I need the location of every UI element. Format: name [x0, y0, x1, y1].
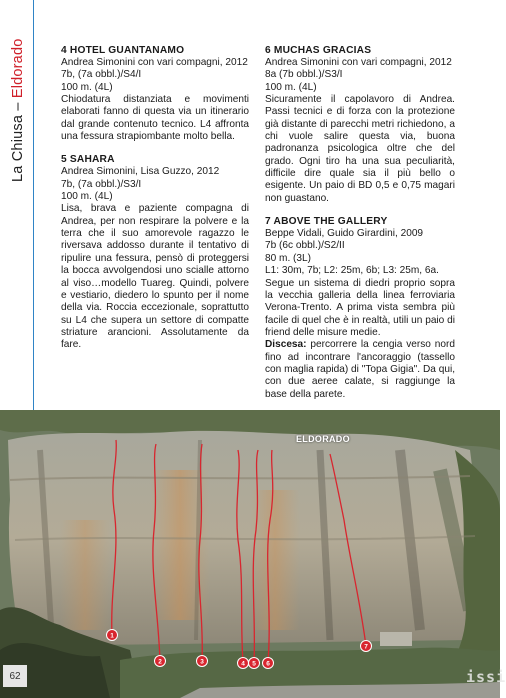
route-authors: Andrea Simonini con vari compagni, 2012 — [61, 57, 248, 68]
route-title: 4 HOTEL GUANTANAMO — [61, 45, 185, 56]
route-marker-label: 3 — [200, 658, 204, 666]
running-header — [10, 39, 26, 182]
header-sector: Eldorado — [10, 38, 26, 99]
route-entry — [61, 44, 249, 143]
route-authors: Beppe Vidali, Guido Girardini, 2009 — [265, 228, 424, 240]
route-title: 6 MUCHAS GRACIAS — [265, 45, 372, 56]
route-description: Segue un sistema di diedri proprio sopra la vecchia galleria della linea ferroviaria Verona-Trento. A prima vista sembra più facile di quel che è in realtà, utili un paio di friend delle misure medie. — [265, 277, 455, 338]
route-grade: 7b, (7a obbl.)/S3/I — [61, 178, 142, 190]
route-title: 5 SAHARA — [61, 154, 115, 166]
route-length: 100 m. (4L) — [61, 191, 113, 203]
route-authors: Andrea Simonini con vari compagni, 2012 — [265, 57, 452, 68]
route-marker-label: 6 — [266, 660, 270, 668]
route-pitches: L1: 30m, 7b; L2: 25m, 6b; L3: 25m, 6a. — [265, 265, 439, 277]
route-description: Chiodatura distanziata e movimenti elaborati fanno di questa via un itinerario dal grande contenuto tecnico. L4 affronta una fessura strapiombante molto bella. — [61, 94, 249, 143]
header-separator: – — [10, 98, 26, 115]
crag-name-label: ELDORADO — [296, 434, 350, 444]
side-rule — [33, 0, 34, 410]
descent-note — [265, 339, 455, 401]
route-entry — [265, 215, 455, 401]
publisher-logo: issi — [466, 668, 506, 686]
right-column — [265, 44, 455, 411]
route-title: 7 ABOVE THE GALLERY — [265, 216, 388, 228]
descent-label: Discesa: — [265, 339, 307, 351]
crag-illustration — [0, 410, 500, 698]
route-grade: 7b, (7a obbl.)/S4/I — [61, 69, 142, 81]
route-length: 100 m. (4L) — [265, 81, 317, 93]
route-grade: 7b (6c obbl.)/S2/II — [265, 240, 345, 252]
page-number: 62 — [3, 665, 27, 687]
route-authors: Andrea Simonini, Lisa Guzzo, 2012 — [61, 166, 220, 178]
route-entry — [61, 153, 249, 351]
route-description: Lisa, brava e paziente compagna di Andrea, per non respirare la polvere e la terra che il suo amorevole ragazzo le riversava addosso durante il tentativo di ripulire una fessura, pensò di proteggersi la bocca avvolgendosi uno scialle attorno al viso…modello Tuareg. Quindi, polvere e vestiario, diedero lo spunto per il nome della via. Roccia eccezionale, soprattutto su L4 che supera un settore di compatte striature arancioni. Assolutamente da fare. — [61, 203, 249, 351]
route-marker-label: 2 — [158, 658, 162, 666]
route-marker-label: 1 — [110, 632, 114, 640]
route-description: Sicuramente il capolavoro di Andrea. Passi tecnici e di forza con la protezione già distante di parecchi metri richiedono, a chi vuole salire questa via, buona padronanza psicologica oltre che del grado. Ogni tiro ha una sua peculiarità, difficile dire quale sia il più bello o esigente. Un paio di BD 0,5 e 0,75 magari non guastano. — [265, 94, 455, 204]
route-marker-label: 5 — [252, 660, 256, 668]
route-grade: 8a (7b obbl.)/S3/I — [265, 69, 343, 81]
route-length: 80 m. (3L) — [265, 252, 311, 264]
route-entry — [265, 44, 455, 205]
descent-text: percorrere la cengia verso nord fino ad incontrare l'ancoraggio (tassello con maglia rapida) di "Topa Gigia". Da qui, con due aeree calate, si raggiunge la base della parete. — [265, 339, 455, 400]
crag-photo — [0, 410, 500, 698]
left-column — [61, 44, 249, 362]
route-marker-label: 4 — [241, 660, 245, 668]
route-marker-label: 7 — [364, 643, 368, 651]
header-section: La Chiusa — [10, 114, 26, 182]
route-length: 100 m. (4L) — [61, 81, 113, 93]
